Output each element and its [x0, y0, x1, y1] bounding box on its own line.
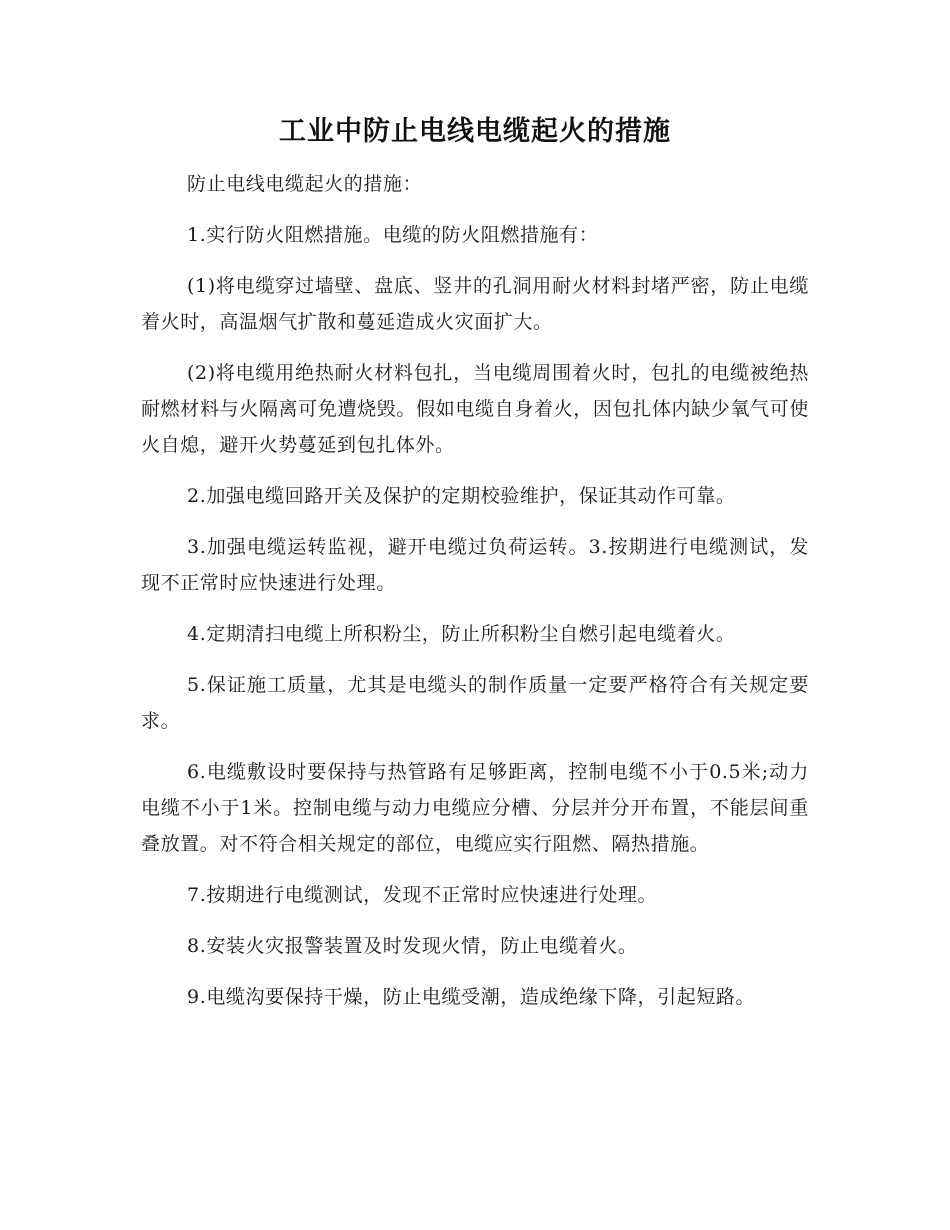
paragraph-item-9: 9.电缆沟要保持干燥，防止电缆受潮，造成绝缘下降，引起短路。	[187, 986, 756, 1008]
paragraph-item-8: 8.安装火灾报警装置及时发现火情，防止电缆着火。	[187, 935, 638, 957]
paragraph-item-2: 2.加强电缆回路开关及保护的定期校验维护，保证其动作可靠。	[187, 485, 736, 507]
document-title: 工业中防止电线电缆起火的措施	[279, 116, 671, 147]
paragraph-item-1-sub-2: (2)将电缆用绝热耐火材料包扎，当电缆周围着火时，包扎的电缆被绝热耐燃材料与火隔离可免遭烧毁。假如电缆自身着火，因包扎体内缺少氧气可使火自熄，避开火势蔓延到包扎体外。	[141, 362, 809, 456]
paragraph-item-1: 1.实行防火阻燃措施。电缆的防火阻燃措施有：	[187, 224, 599, 246]
paragraph-item-1-sub-1: (1)将电缆穿过墙壁、盘底、竖井的孔洞用耐火材料封堵严密，防止电缆着火时，高温烟气扩散和蔓延造成火灾面扩大。	[141, 275, 809, 333]
document-body	[141, 166, 809, 1030]
paragraph-item-6: 6.电缆敷设时要保持与热管路有足够距离，控制电缆不小于0.5米;动力电缆不小于1米。控制电缆与动力电缆应分槽、分层并分开布置，不能层间重叠放置。对不符合相关规定的部位，电缆应实行阻燃、隔热措施。	[141, 761, 809, 855]
paragraph-intro: 防止电线电缆起火的措施：	[187, 173, 423, 195]
paragraph-item-3: 3.加强电缆运转监视，避开电缆过负荷运转。3.按期进行电缆测试，发现不正常时应快速进行处理。	[141, 536, 809, 594]
paragraph-item-7: 7.按期进行电缆测试，发现不正常时应快速进行处理。	[187, 884, 658, 906]
paragraph-item-5: 5.保证施工质量，尤其是电缆头的制作质量一定要严格符合有关规定要求。	[141, 674, 809, 732]
paragraph-item-4: 4.定期清扫电缆上所积粉尘，防止所积粉尘自燃引起电缆着火。	[187, 623, 736, 645]
